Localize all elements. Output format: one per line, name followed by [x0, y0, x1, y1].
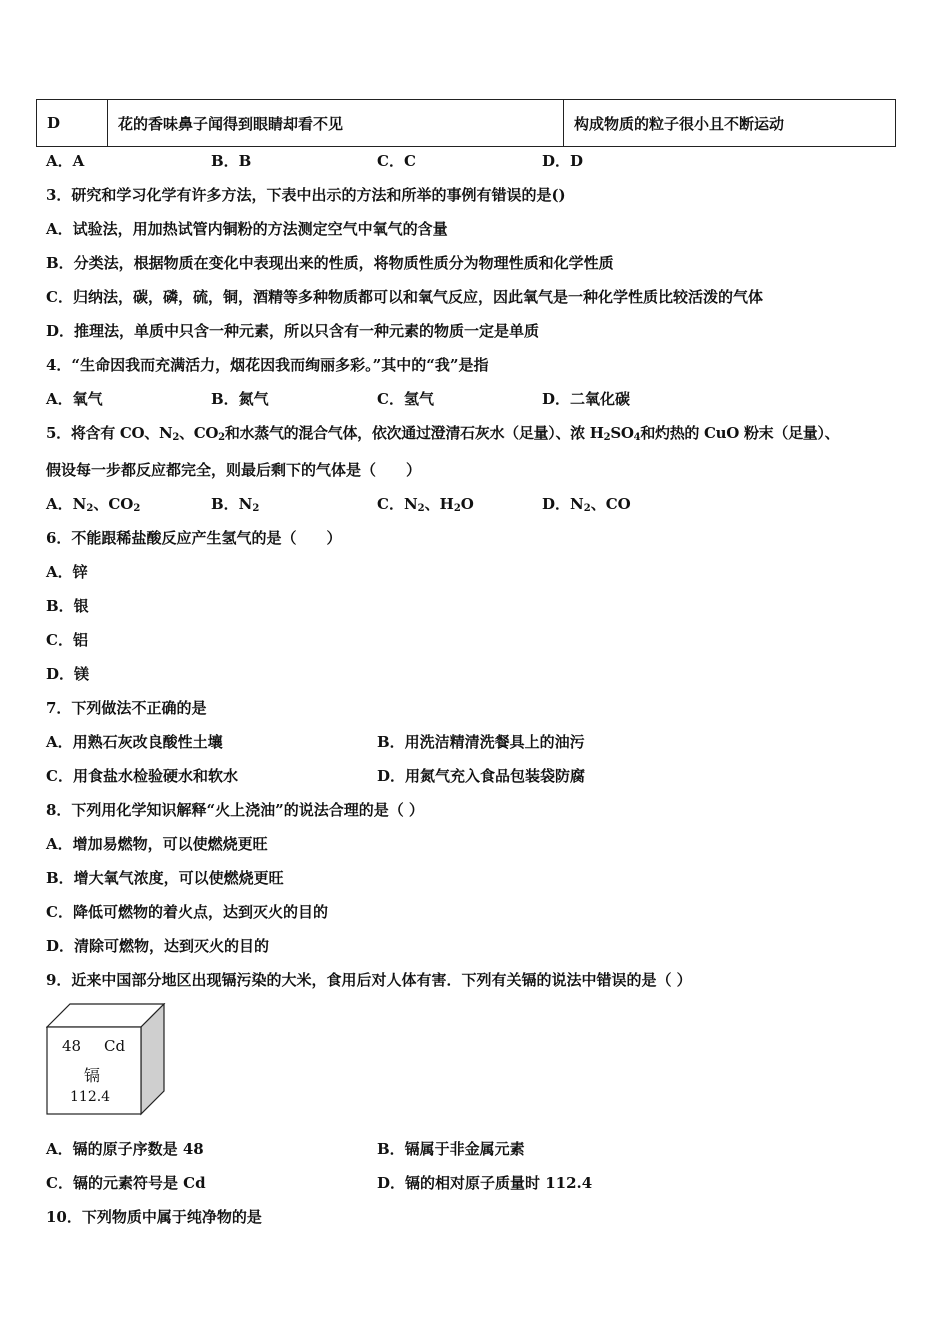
- q3-option-a[interactable]: A．试验法，用加热试管内铜粉的方法测定空气中氧气的含量: [46, 220, 448, 238]
- table-cell: 构成物质的粒子很小且不断运动: [564, 100, 896, 147]
- q2-option-d[interactable]: D．D: [542, 152, 584, 170]
- q8-option-b[interactable]: B．增大氧气浓度，可以使燃烧更旺: [46, 869, 284, 887]
- q9-stem: 9．近来中国部分地区出现镉污染的大米，食用后对人体有害．下列有关镉的说法中错误的是（ ）: [46, 971, 692, 989]
- q5-option-a[interactable]: A．$N_2$、$CO_2$: [46, 495, 141, 514]
- q4-option-d[interactable]: D．二氧化碳: [542, 390, 631, 408]
- table-row: [37, 100, 896, 147]
- q9-option-c[interactable]: C．镉的元素符号是 Cd: [46, 1174, 206, 1192]
- q5-option-d[interactable]: D．$N_2$、CO: [542, 495, 631, 514]
- q4-option-a[interactable]: A．氧气: [46, 390, 103, 408]
- q2-option-a[interactable]: A．A: [46, 152, 85, 170]
- q6-option-d[interactable]: D．镁: [46, 665, 90, 683]
- q8-option-c[interactable]: C．降低可燃物的着火点，达到灭火的目的: [46, 903, 328, 921]
- q9-option-b[interactable]: B．镉属于非金属元素: [377, 1140, 525, 1158]
- q3-option-c[interactable]: C．归纳法，碳，磷，硫，铜，酒精等多种物质都可以和氧气反应，因此氧气是一种化学性质比较活泼的气体: [46, 288, 763, 306]
- q5-option-b[interactable]: B．$N_2$: [211, 495, 260, 514]
- q8-stem: 8．下列用化学知识解释“火上浇油”的说法合理的是（ ）: [46, 801, 424, 819]
- q9-option-d[interactable]: D．镉的相对原子质量时 112.4: [377, 1174, 593, 1192]
- q3-option-d[interactable]: D．推理法，单质中只含一种元素，所以只含有一种元素的物质一定是单质: [46, 322, 540, 340]
- element-name: 镉: [84, 1066, 101, 1085]
- element-symbol: Cd: [104, 1037, 126, 1055]
- table-cell: 花的香味鼻子闻得到眼睛却看不见: [108, 100, 564, 147]
- answer-table: [36, 99, 896, 147]
- q4-stem: 4．“生命因我而充满活力，烟花因我而绚丽多彩。”其中的“我”是指: [46, 356, 489, 374]
- q9-option-a[interactable]: A．镉的原子序数是 48: [46, 1140, 204, 1158]
- q5-option-c[interactable]: C．$N_2$、$H_2O$: [377, 495, 474, 514]
- q10-stem: 10．下列物质中属于纯净物的是: [46, 1208, 262, 1226]
- q6-option-c[interactable]: C．铝: [46, 631, 88, 649]
- q3-option-b[interactable]: B．分类法，根据物质在变化中表现出来的性质，将物质性质分为物理性质和化学性质: [46, 254, 614, 272]
- atomic-mass: 112.4: [70, 1089, 111, 1105]
- q3-stem: 3．研究和学习化学有许多方法，下表中出示的方法和所举的事例有错误的是(): [46, 186, 566, 204]
- q6-stem: 6．不能跟稀盐酸反应产生氢气的是（ ）: [46, 529, 342, 547]
- q5-stem-line2: 假设每一步都反应都完全，则最后剩下的气体是（ ）: [46, 461, 422, 479]
- q8-option-a[interactable]: A．增加易燃物，可以使燃烧更旺: [46, 835, 268, 853]
- atomic-number: 48: [62, 1037, 82, 1055]
- q6-option-a[interactable]: A．锌: [46, 563, 88, 581]
- q2-option-b[interactable]: B．B: [211, 152, 252, 170]
- table-cell: D: [37, 100, 108, 147]
- q8-option-d[interactable]: D．清除可燃物，达到灭火的目的: [46, 937, 270, 955]
- q7-option-d[interactable]: D．用氮气充入食品包装袋防腐: [377, 767, 586, 785]
- q2-option-c[interactable]: C．C: [377, 152, 416, 170]
- q4-option-c[interactable]: C．氢气: [377, 390, 434, 408]
- q4-option-b[interactable]: B．氮气: [211, 390, 269, 408]
- q6-option-b[interactable]: B．银: [46, 597, 89, 615]
- cadmium-element-card: [46, 1003, 166, 1117]
- q7-option-b[interactable]: B．用洗洁精清洗餐具上的油污: [377, 733, 585, 751]
- q7-stem: 7．下列做法不正确的是: [46, 699, 207, 717]
- q5-stem: 5．将含有 CO、$N_2$、$CO_2$和水蒸气的混合气体，依次通过澄清石灰水（足量）、浓 $H_2SO_4$和灼热的 CuO 粉末（足量）、: [46, 424, 840, 443]
- q7-option-a[interactable]: A．用熟石灰改良酸性土壤: [46, 733, 223, 751]
- q7-option-c[interactable]: C．用食盐水检验硬水和软水: [46, 767, 238, 785]
